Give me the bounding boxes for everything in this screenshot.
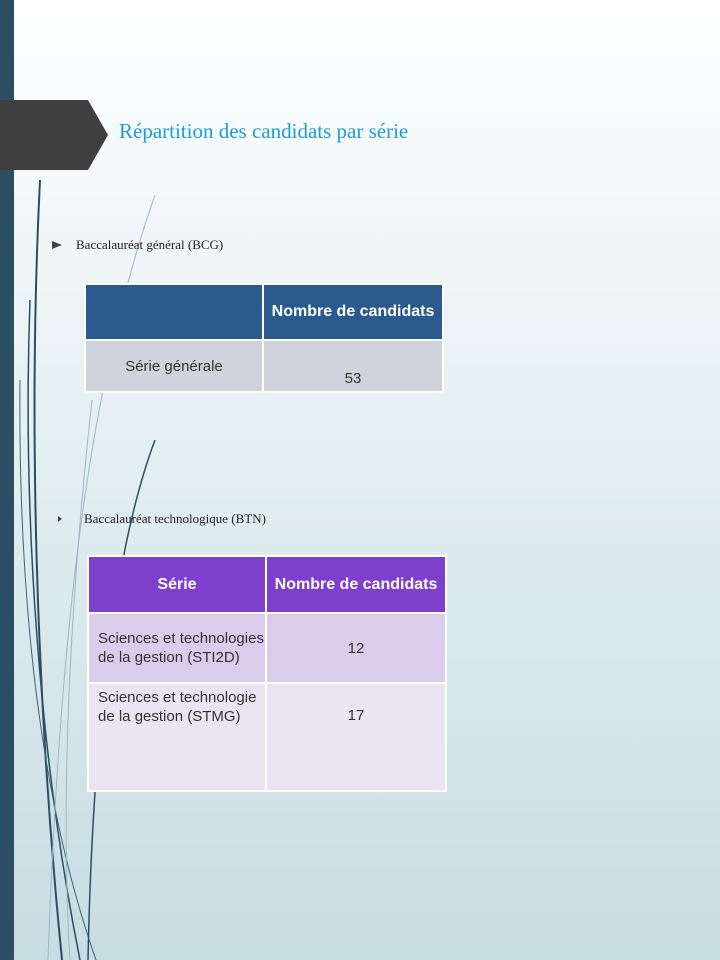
bullet-btn bbox=[58, 511, 266, 527]
title-tab-shape bbox=[0, 100, 108, 170]
table-header-cell: Nombre de candidats bbox=[266, 556, 446, 613]
arrow-right-icon bbox=[52, 241, 62, 249]
bullet-bcg bbox=[52, 237, 223, 253]
table-cell-count: 17 bbox=[266, 683, 446, 791]
bullet-btn-label: Baccalauréat technologique (BTN) bbox=[84, 511, 266, 526]
serie-label: Série générale bbox=[125, 357, 223, 375]
table-cell-serie: Sciences et technologie de la gestion (STMG) bbox=[88, 683, 266, 791]
table-cell-serie bbox=[85, 340, 263, 392]
table-bcg bbox=[84, 283, 444, 393]
bullet-bcg-label: Baccalauréat général (BCG) bbox=[76, 237, 224, 252]
table-cell-count: 53 bbox=[263, 340, 443, 392]
table-header-cell: Série bbox=[88, 556, 266, 613]
table-header-cell bbox=[85, 284, 263, 340]
table-row bbox=[85, 340, 443, 392]
table-row bbox=[88, 613, 446, 683]
slide-title: Répartition des candidats par série bbox=[119, 119, 409, 143]
table-header-row bbox=[85, 284, 443, 340]
small-arrow-right-icon bbox=[58, 516, 62, 522]
table-cell-serie: Sciences et technologies de la gestion (STI2D) bbox=[88, 613, 266, 683]
table-cell-count: 12 bbox=[266, 613, 446, 683]
table-header-row bbox=[88, 556, 446, 613]
table-row bbox=[88, 683, 446, 791]
table-header-cell: Nombre de candidats bbox=[263, 284, 443, 340]
table-btn bbox=[87, 555, 447, 792]
